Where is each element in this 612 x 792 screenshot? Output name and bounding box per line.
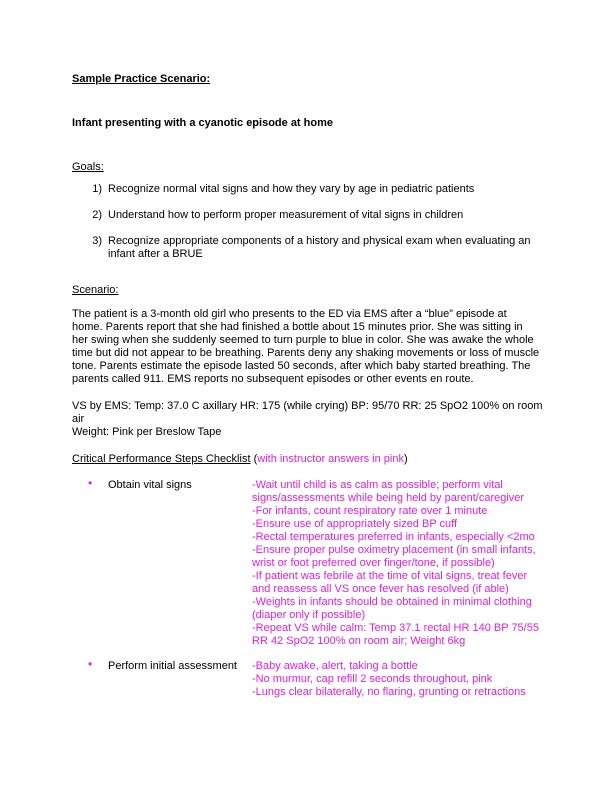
ems-vitals-line: VS by EMS: Temp: 37.0 C axillary HR: 175 (while crying) BP: 95/70 RR: 25 SpO2 100% on room: [72, 400, 543, 412]
answer-line: -Wait until child is as calm as possible; perform vital: [252, 479, 503, 491]
goal-number: 1): [92, 183, 102, 195]
ems-weight-line: Weight: Pink per Breslow Tape: [72, 426, 222, 438]
answer-line: -Repeat VS while calm: Temp 37.1 rectal HR 140 BP 75/55: [252, 622, 539, 634]
answer-line: and reassess all VS once fever has resolved (if able): [252, 583, 509, 595]
goal-line: Recognize normal vital signs and how they vary by age in pediatric patients: [108, 183, 475, 195]
answer-line: (diaper only if possible): [252, 609, 366, 621]
scenario-subtitle: Infant presenting with a cyanotic episode at home: [72, 117, 333, 129]
goal-line: infant after a BRUE: [108, 248, 203, 260]
goal-number: 2): [92, 209, 102, 221]
step-label: Obtain vital signs: [108, 479, 192, 491]
answer-line: signs/assessments while being held by parent/caregiver: [252, 492, 525, 504]
scenario-heading: Scenario:: [72, 284, 119, 296]
scenario-line: time but did not appear to be breathing. Parents deny any shaking movements or loss of muscle: [72, 347, 540, 359]
bullet-icon: •: [88, 476, 93, 490]
checklist-heading-row: [72, 453, 408, 466]
checklist-note-close: ): [403, 453, 408, 465]
scenario-line: home. Parents report that she had finished a bottle about 15 minutes prior. She was sitting in: [72, 321, 523, 333]
goal-item: [108, 183, 538, 196]
goal-line: Recognize appropriate components of a history and physical exam when evaluating an: [108, 235, 531, 247]
scenario-line: The patient is a 3-month old girl who presents to the ED via EMS after a “blue” episode at: [72, 308, 507, 320]
step-label: Perform initial assessment: [108, 660, 237, 672]
answer-line: -No murmur, cap refill 2 seconds throughout, pink: [252, 673, 493, 685]
step-answers: [252, 660, 552, 699]
goal-line: Understand how to perform proper measurement of vital signs in children: [108, 209, 464, 221]
answer-line: RR 42 SpO2 100% on room air; Weight 6kg: [252, 635, 466, 647]
goal-item: [108, 235, 538, 261]
checklist-note: with instructor answers in pink: [257, 453, 404, 465]
answer-line: -If patient was febrile at the time of vital signs, treat fever: [252, 570, 528, 582]
answer-line: -Ensure use of appropriately sized BP cuff: [252, 518, 458, 530]
answer-line: -Lungs clear bilaterally, no flaring, grunting or retractions: [252, 686, 526, 698]
checklist-heading: Critical Performance Steps Checklist: [72, 453, 251, 465]
answer-line: -Weights in infants should be obtained in minimal clothing: [252, 596, 532, 608]
ems-vitals: [72, 400, 544, 439]
goal-item: [108, 209, 538, 222]
answer-line: -Rectal temperatures preferred in infants, especially <2mo: [252, 531, 535, 543]
bullet-icon: •: [88, 657, 93, 671]
scenario-paragraph: [72, 308, 544, 386]
goals-heading: Goals:: [72, 161, 104, 173]
scenario-line: parents called 911. EMS reports no subsequent episodes or other events en route.: [72, 373, 474, 385]
page-title: Sample Practice Scenario:: [72, 73, 211, 85]
answer-line: -Baby awake, alert, taking a bottle: [252, 660, 418, 672]
answer-line: -For infants, count respiratory rate over 1 minute: [252, 505, 488, 517]
scenario-line: tone. Parents estimate the episode lasted 50 seconds, after which baby started breathing. The: [72, 360, 531, 372]
answer-line: wrist or foot preferred over finger/tone, if possible): [252, 557, 495, 569]
step-answers: [252, 479, 552, 648]
scenario-line: her swing when she suddenly seemed to turn purple to blue in color. She was awake the whole: [72, 334, 534, 346]
goal-number: 3): [92, 235, 102, 247]
checklist-note-open: (: [250, 453, 258, 465]
answer-line: -Ensure proper pulse oximetry placement (in small infants,: [252, 544, 536, 556]
ems-vitals-line: air: [72, 413, 85, 425]
